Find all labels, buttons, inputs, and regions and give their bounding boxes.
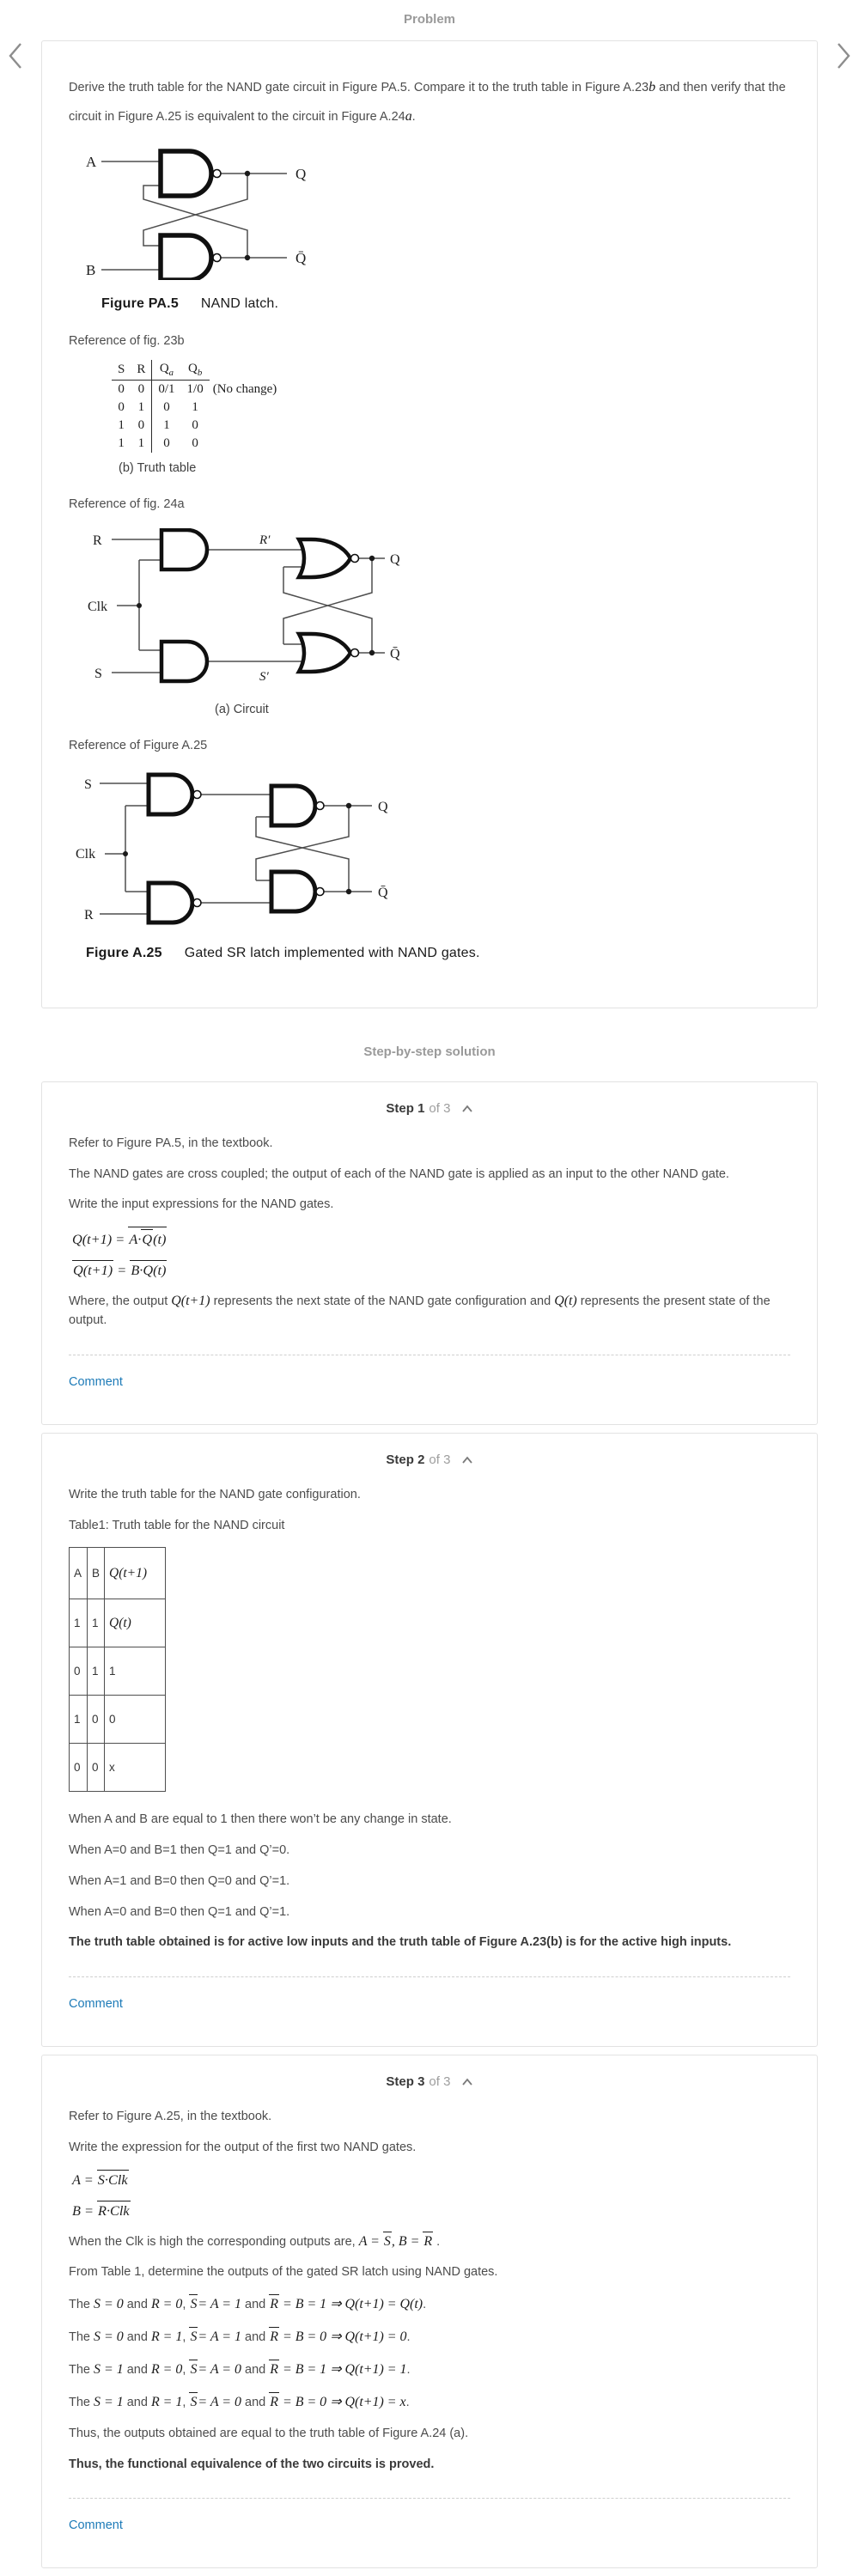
- cell: 0: [105, 1696, 166, 1744]
- cell: 0: [137, 381, 145, 396]
- step-1-header: [69, 1098, 790, 1135]
- cell: 1: [118, 417, 125, 432]
- input-clk-label: Clk: [88, 599, 108, 614]
- cell: 0/1: [152, 380, 181, 399]
- figure-pa5-caption-number: Figure PA.5: [101, 295, 179, 311]
- figure-a25-caption-text: Gated SR latch implemented with NAND gates.: [184, 945, 480, 960]
- output-qbar-label: Q̄: [378, 885, 388, 900]
- truth-table-23b-row: [112, 435, 283, 453]
- nand-latch-circuit-drawing: [79, 144, 324, 280]
- chevron-up-icon: [461, 2078, 473, 2086]
- case-line: The S = 1 and R = 1, S= A = 0 and R = B = 0 ⇒ Q(t+1) = x.: [69, 2392, 790, 2413]
- header-cell-qa: $Q_a$: [152, 360, 181, 381]
- table-title: Table1: Truth table for the NAND circuit: [69, 1518, 285, 1532]
- truth-table-23b-row: [112, 417, 283, 435]
- cell: 1: [70, 1599, 88, 1647]
- output-q-label: Q: [378, 799, 388, 814]
- step-3-header: [69, 2071, 790, 2108]
- cell: x: [105, 1744, 166, 1792]
- cell: 0: [70, 1647, 88, 1696]
- step-paragraph: Where, the output Q(t+1) represents the next state of the NAND gate configuration and Q(t) represents the present state of the output.: [69, 1294, 771, 1328]
- truth-table-23b-row: [112, 380, 283, 399]
- truth-table-23b-header-row: [112, 360, 283, 381]
- page-title-problem: Problem: [403, 12, 455, 27]
- input-b-label: B: [86, 261, 96, 278]
- truth-table-row: [70, 1647, 166, 1696]
- step-title: Step 3: [386, 2074, 425, 2090]
- cell: 1: [192, 399, 198, 414]
- comment-divider: [69, 2498, 790, 2499]
- cell: 0: [192, 435, 198, 450]
- case-line: The S = 0 and R = 0, S= A = 1 and R = B = 1 ⇒ Q(t+1) = Q(t).: [69, 2294, 790, 2315]
- step-paragraph: When the Clk is high the corresponding outputs are, A = S, B = R .: [69, 2232, 790, 2252]
- figure-pa5-caption: [101, 296, 790, 312]
- equation: A = S·Clk: [72, 2170, 790, 2189]
- comment-link[interactable]: Comment: [69, 1997, 123, 2012]
- step-title: Step 1: [386, 1100, 425, 1116]
- problem-statement: [69, 77, 790, 127]
- cell: 1: [118, 435, 125, 450]
- step-count: of 3: [429, 1452, 451, 1467]
- cell-note: [210, 399, 283, 417]
- step-1-card: [41, 1081, 818, 1425]
- equation: Q(t+1) = B·Q(t): [72, 1260, 790, 1279]
- collapse-step-button[interactable]: [454, 2076, 473, 2089]
- truth-table-row: [70, 1744, 166, 1792]
- reference-fig-23b: Reference of fig. 23b: [69, 333, 185, 348]
- cell: 1: [152, 417, 181, 435]
- problem-statement-line: circuit in Figure A.25 is equivalent to the circuit in Figure A.24a.: [69, 108, 416, 124]
- cell: 1: [137, 399, 145, 414]
- collapse-step-button[interactable]: [454, 1103, 473, 1116]
- chevron-right-icon: [832, 40, 854, 71]
- cell: 0: [192, 417, 198, 432]
- input-r-label: R: [84, 907, 94, 923]
- case-line: The S = 1 and R = 0, S= A = 0 and R = B = 1 ⇒ Q(t+1) = 1.: [69, 2360, 790, 2380]
- header-cell-note: [210, 360, 283, 381]
- cell: 0: [118, 399, 125, 414]
- step-2-card: [41, 1433, 818, 2047]
- cell: 0: [152, 435, 181, 453]
- header-cell-q: Q(t+1): [105, 1548, 166, 1599]
- step-paragraph: From Table 1, determine the outputs of the gated SR latch using NAND gates.: [69, 2265, 498, 2280]
- truth-table-header-row: [70, 1548, 166, 1599]
- cell: 1: [88, 1599, 105, 1647]
- gated-sr-latch-nand-circuit-drawing: [76, 770, 398, 929]
- output-qbar-label: Q̄: [390, 646, 400, 661]
- header-cell-qb: $Q_b$: [181, 360, 210, 381]
- figure-pa5-caption-text: NAND latch.: [200, 295, 279, 311]
- equation: B = R·Clk: [72, 2201, 790, 2220]
- chevron-up-icon: [461, 1456, 473, 1465]
- cell: 1/0: [186, 381, 204, 396]
- step-title: Step 2: [386, 1452, 425, 1467]
- wire-s-prime-label: S′: [259, 669, 269, 684]
- input-s-label: S: [84, 776, 92, 792]
- cell-note: (No change): [212, 381, 277, 396]
- step-paragraph: Refer to Figure A.25, in the textbook.: [69, 2110, 272, 2124]
- input-clk-label: Clk: [76, 846, 96, 862]
- cell: 0: [88, 1744, 105, 1792]
- cell: 0: [88, 1696, 105, 1744]
- output-q-label: Q: [390, 551, 400, 567]
- truth-table-row: [70, 1599, 166, 1647]
- comment-link[interactable]: Comment: [69, 1374, 123, 1389]
- step-paragraph: When A and B are equal to 1 then there won’t be any change in state.: [69, 1812, 452, 1827]
- circuit-a25-figure: [76, 770, 790, 961]
- step-conclusion: Thus, the functional equivalence of the two circuits is proved.: [69, 2457, 435, 2471]
- header-cell-a: A: [70, 1548, 88, 1599]
- collapse-step-button[interactable]: [454, 1454, 473, 1467]
- problem-card: [41, 40, 818, 1008]
- step-2-header: [69, 1449, 790, 1486]
- cell-note: [210, 435, 283, 453]
- step-count: of 3: [429, 1100, 451, 1116]
- prev-button[interactable]: [3, 40, 29, 74]
- reference-fig-24a: Reference of fig. 24a: [69, 496, 185, 511]
- figure-a25-caption-number: Figure A.25: [86, 945, 162, 960]
- step-paragraph: Write the input expressions for the NAND gates.: [69, 1197, 334, 1212]
- output-q-label: Q: [295, 165, 307, 182]
- step-count: of 3: [429, 2074, 451, 2090]
- cell: 0: [118, 381, 125, 396]
- truth-table-23b-caption: (b) Truth table: [119, 460, 197, 475]
- step-conclusion: The truth table obtained is for active low inputs and the truth table of Figure A.23(b) is for the active high inputs.: [69, 1935, 732, 1950]
- next-button[interactable]: [830, 40, 856, 74]
- step-paragraph: When A=1 and B=0 then Q=0 and Q’=1.: [69, 1873, 290, 1888]
- input-r-label: R: [93, 533, 102, 548]
- cell: 0: [152, 399, 181, 417]
- cell: 1: [137, 435, 145, 450]
- circuit-24a-figure: [86, 528, 790, 716]
- truth-table-row: [70, 1696, 166, 1744]
- header-cell-r: R: [131, 360, 152, 381]
- gated-sr-latch-nor-circuit-drawing: [86, 528, 402, 690]
- header-cell-s: S: [112, 360, 131, 381]
- cell: 0: [137, 417, 145, 432]
- circuit-24a-caption: (a) Circuit: [215, 702, 269, 716]
- chevron-left-icon: [5, 40, 27, 71]
- step-paragraph: Refer to Figure PA.5, in the textbook.: [69, 1136, 273, 1150]
- figure-a25-caption: [86, 946, 790, 961]
- step-paragraph: The NAND gates are cross coupled; the output of each of the NAND gate is applied as an input to the other NAND gate.: [69, 1166, 729, 1181]
- step-paragraph: Thus, the outputs obtained are equal to the truth table of Figure A.24 (a).: [69, 2426, 469, 2440]
- cell-note: [210, 417, 283, 435]
- step-3-card: [41, 2055, 818, 2568]
- step-paragraph: When A=0 and B=0 then Q=1 and Q’=1.: [69, 1904, 290, 1919]
- truth-table-23b-row: [112, 399, 283, 417]
- cell: 1: [88, 1647, 105, 1696]
- step-paragraph: When A=0 and B=1 then Q=1 and Q’=0.: [69, 1843, 290, 1858]
- input-s-label: S: [94, 666, 102, 681]
- wire-r-prime-label: R′: [259, 533, 271, 547]
- chevron-up-icon: [461, 1105, 473, 1113]
- cell: 1: [70, 1696, 88, 1744]
- problem-statement-line: Derive the truth table for the NAND gate circuit in Figure PA.5. Compare it to the truth table in Figure A.23b and then verify that the: [69, 80, 786, 94]
- truth-table-23b: [112, 360, 283, 453]
- comment-divider: [69, 1976, 790, 1977]
- cell: Q(t): [105, 1599, 166, 1647]
- cell: 0: [70, 1744, 88, 1792]
- nand-latch-figure: [79, 144, 790, 312]
- input-a-label: A: [86, 153, 97, 170]
- equation: Q(t+1) = A·Q(t): [72, 1227, 790, 1248]
- cell: 1: [105, 1647, 166, 1696]
- header-cell-b: B: [88, 1548, 105, 1599]
- comment-link[interactable]: Comment: [69, 2518, 123, 2533]
- truth-table-step2: [69, 1547, 166, 1792]
- reference-fig-a25: Reference of Figure A.25: [69, 738, 208, 752]
- output-qbar-label: Q̄: [295, 249, 307, 266]
- case-line: The S = 0 and R = 1, S= A = 1 and R = B = 0 ⇒ Q(t+1) = 0.: [69, 2327, 790, 2348]
- step-paragraph: Write the truth table for the NAND gate configuration.: [69, 1487, 361, 1501]
- solution-section-title: Step-by-step solution: [363, 1044, 496, 1059]
- step-paragraph: Write the expression for the output of the first two NAND gates.: [69, 2140, 417, 2154]
